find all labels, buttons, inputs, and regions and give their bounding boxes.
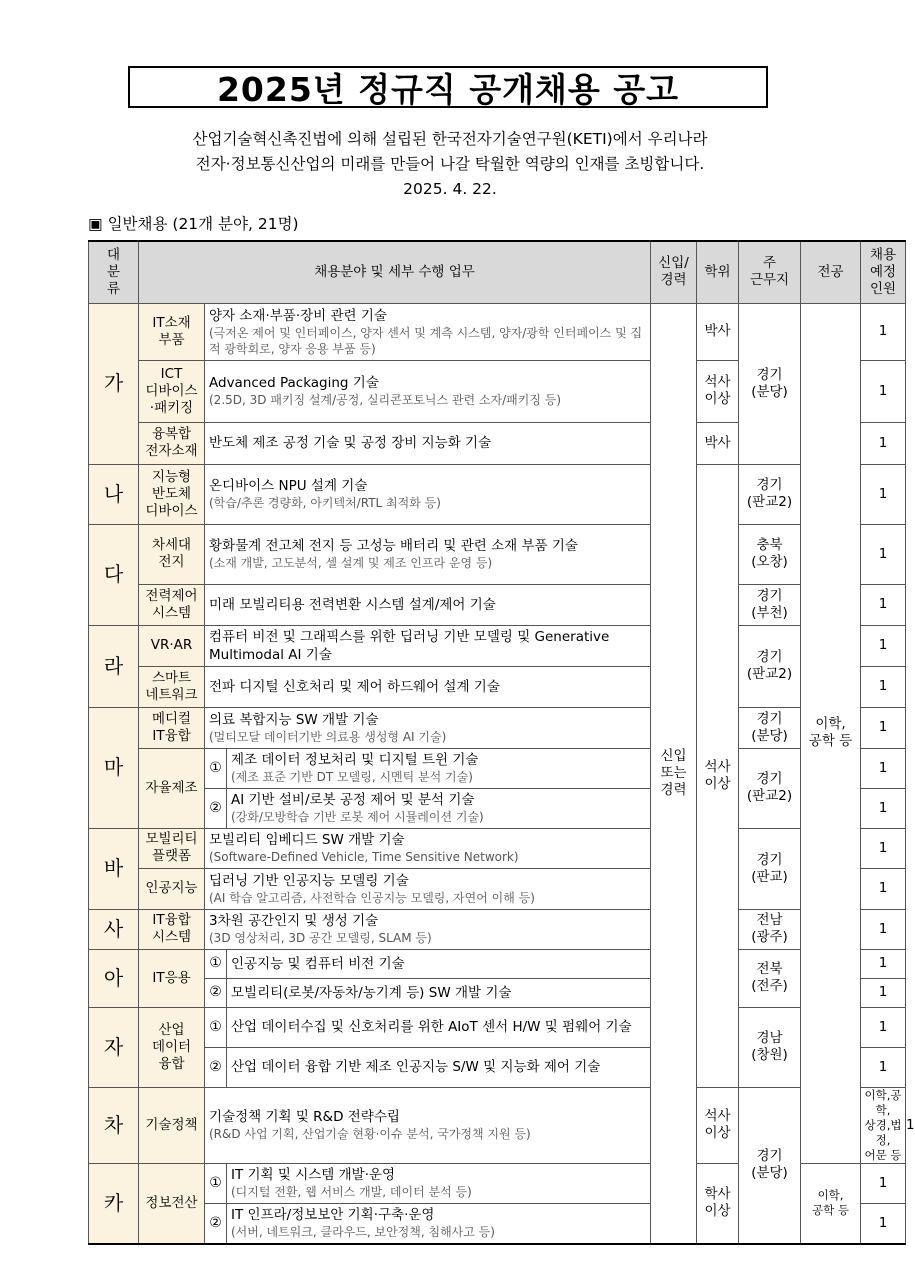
task-cell: 딥러닝 기반 인공지능 모델링 기술 (AI 학습 알고리즘, 사전학습 인공지능 모델링, 자연어 이해 등): [205, 868, 651, 909]
table-row: [89, 1007, 906, 1047]
headcount-cell: 1: [861, 584, 906, 625]
degree-cell: 석사 이상: [697, 1087, 739, 1163]
headcount-cell: 1: [861, 1163, 906, 1203]
task-cell: 미래 모빌리티용 전력변환 시스템 설계/제어 기술: [205, 584, 651, 625]
location-cell: 전남 (광주): [739, 909, 801, 949]
header-headcount: 채용 예정 인원: [861, 241, 906, 303]
location-cell: 충북 (오창): [739, 524, 801, 584]
table-row: [89, 748, 906, 788]
sub-number: ①: [205, 1163, 227, 1203]
headcount-cell: 1: [861, 978, 906, 1007]
task-cell: 기술정책 기획 및 R&D 전략수립 (R&D 사업 기획, 산업기술 현황·이슈 분석, 국가정책 지원 등): [205, 1087, 651, 1163]
category-cell: 자: [89, 1007, 139, 1087]
task-cell: 황화물계 전고체 전지 등 고성능 배터리 및 관련 소재 부품 기술 (소재 개발, 고도분석, 셀 설계 및 제조 인프라 운영 등): [205, 524, 651, 584]
table-row: [89, 625, 906, 666]
sub-number: ②: [205, 1047, 227, 1087]
location-cell: 경기 (판교2): [739, 748, 801, 828]
headcount-cell: 1: [861, 524, 906, 584]
degree-cell: 박사: [697, 422, 739, 464]
headcount-cell: 1: [861, 625, 906, 666]
category-cell: 가: [89, 303, 139, 464]
headcount-cell: 1: [861, 303, 906, 360]
field-cell: 정보전산: [139, 1163, 205, 1244]
field-cell: ICT 디바이스 ·패키징: [139, 360, 205, 422]
location-cell: 전북 (전주): [739, 949, 801, 1007]
location-cell: 경남 (창원): [739, 1007, 801, 1087]
task-cell: 컴퓨터 비전 및 그래픽스를 위한 딥러닝 기반 모델링 및 Generative Multimodal AI 기술: [205, 625, 651, 666]
task-cell: Advanced Packaging 기술 (2.5D, 3D 패키징 설계/공정, 실리콘포토닉스 관련 소자/패키징 등): [205, 360, 651, 422]
sub-number: ②: [205, 1203, 227, 1244]
headcount-cell: 1: [861, 464, 906, 524]
category-cell: 차: [89, 1087, 139, 1163]
announcement-date: 2025. 4. 22.: [403, 180, 497, 198]
task-cell: 모빌리티 임베디드 SW 개발 기술 (Software-Defined Vehicle, Time Sensitive Network): [205, 828, 651, 868]
task-cell: IT 인프라/정보보안 기획·구축·운영 (서버, 네트워크, 클라우드, 보안정책, 침해사고 등): [227, 1203, 651, 1244]
degree-cell: 석사 이상: [697, 464, 739, 1087]
task-cell: 온디바이스 NPU 설계 기술 (학습/추론 경량화, 아키텍처/RTL 최적화 등): [205, 464, 651, 524]
field-cell: 자율제조: [139, 748, 205, 828]
category-cell: 마: [89, 707, 139, 828]
field-cell: IT융합 시스템: [139, 909, 205, 949]
task-cell: AI 기반 설비/로봇 공정 제어 및 분석 기술 (강화/모방학습 기반 로봇 제어 시뮬레이션 기술): [227, 788, 651, 828]
field-cell: 인공지능: [139, 868, 205, 909]
field-cell: 차세대 전지: [139, 524, 205, 584]
sub-number: ①: [205, 949, 227, 978]
table-row: [89, 464, 906, 524]
header-career: 신입/ 경력: [651, 241, 697, 303]
page-title: 2025년 정규직 공개채용 공고: [216, 69, 680, 109]
table-row: [89, 909, 906, 949]
field-cell: VR·AR: [139, 625, 205, 666]
field-cell: 기술정책: [139, 1087, 205, 1163]
headcount-cell: 1: [861, 1007, 906, 1047]
table-row: [89, 707, 906, 748]
category-cell: 바: [89, 828, 139, 909]
task-cell: 반도체 제조 공정 기술 및 공정 장비 지능화 기술: [205, 422, 651, 464]
table-row: [89, 524, 906, 584]
headcount-cell: 1: [861, 666, 906, 707]
task-cell: 산업 데이터 융합 기반 제조 인공지능 S/W 및 지능화 제어 기술: [227, 1047, 651, 1087]
intro-line-2: 전자·정보통신산업의 미래를 만들어 나갈 탁월한 역량의 인재를 초빙합니다.: [195, 155, 705, 173]
headcount-cell: 1: [861, 909, 906, 949]
header-category: 대 분 류: [89, 241, 139, 303]
table-row: [89, 949, 906, 978]
task-cell: 산업 데이터수집 및 신호처리를 위한 AIoT 센서 H/W 및 펌웨어 기술: [227, 1007, 651, 1047]
task-cell: 제조 데이터 정보처리 및 디지털 트윈 기술 (제조 표준 기반 DT 모델링, 시멘틱 분석 기술): [227, 748, 651, 788]
category-cell: 라: [89, 625, 139, 707]
degree-cell: 박사: [697, 303, 739, 360]
category-cell: 나: [89, 464, 139, 524]
headcount-cell: 1: [861, 788, 906, 828]
degree-cell: 석사 이상: [697, 360, 739, 422]
task-cell: 의료 복합지능 SW 개발 기술 (멀티모달 데이터기반 의료용 생성형 AI 기술): [205, 707, 651, 748]
header-field-task: 채용분야 및 세부 수행 업무: [139, 241, 651, 303]
location-cell: 경기 (판교2): [739, 625, 801, 707]
table-row: [89, 584, 906, 625]
table-row: [89, 828, 906, 868]
career-cell: 신입 또는 경력: [651, 303, 697, 1244]
headcount-cell: 1: [861, 422, 906, 464]
task-cell: 전파 디지털 신호처리 및 제어 하드웨어 설계 기술: [205, 666, 651, 707]
field-cell: 융복합 전자소재: [139, 422, 205, 464]
section-heading: ▣ 일반채용 (21개 분야, 21명): [88, 215, 299, 233]
task-cell: 모빌리티(로봇/자동차/농기계 등) SW 개발 기술: [227, 978, 651, 1007]
table-header-row: [89, 241, 906, 303]
category-cell: 아: [89, 949, 139, 1007]
sub-number: ②: [205, 788, 227, 828]
category-cell: 사: [89, 909, 139, 949]
field-cell: 지능형 반도체 디바이스: [139, 464, 205, 524]
location-cell: 경기 (부천): [739, 584, 801, 625]
field-cell: 산업 데이터 융합: [139, 1007, 205, 1087]
category-cell: 다: [89, 524, 139, 625]
table-row: 차 기술정책 기술정책 기획 및 R&D 전략수립 (R&D 사업 기획, 산업기술 현황·이슈 분석, 국가정책 지원 등) 석사 이상 경기 (분당) 이학,공학, 상경,법정, 어문 등 1: [89, 1087, 906, 1163]
location-cell: 경기 (분당): [739, 1087, 801, 1244]
major-cell: 이학, 공학 등: [801, 303, 861, 1163]
header-location: 주 근무지: [739, 241, 801, 303]
task-cell: 양자 소재·부품·장비 관련 기술 (극저온 제어 및 인터페이스, 양자 센서 및 계측 시스템, 양자/광학 인터페이스 및 집적 광학회로, 양자 응용 부품 등): [205, 303, 651, 360]
sub-number: ①: [205, 748, 227, 788]
title-box: [128, 66, 768, 108]
major-cell: 이학, 공학 등: [801, 1163, 861, 1244]
field-cell: IT소재 부품: [139, 303, 205, 360]
field-cell: 모빌리티 플랫폼: [139, 828, 205, 868]
header-major: 전공: [801, 241, 861, 303]
headcount-cell: 1: [861, 1203, 906, 1244]
intro-line-1: 산업기술혁신촉진법에 의해 설립된 한국전자기술연구원(KETI)에서 우리나라: [192, 130, 708, 148]
task-cell: IT 기획 및 시스템 개발·운영 (디지털 전환, 웹 서비스 개발, 데이터 분석 등): [227, 1163, 651, 1203]
field-cell: 스마트 네트워크: [139, 666, 205, 707]
table-row: [89, 303, 906, 360]
field-cell: IT응용: [139, 949, 205, 1007]
field-cell: 메디컬 IT융합: [139, 707, 205, 748]
location-cell: 경기 (판교2): [739, 464, 801, 524]
field-cell: 전력제어 시스템: [139, 584, 205, 625]
headcount-cell: 1: [861, 707, 906, 748]
headcount-cell: 1: [861, 1047, 906, 1087]
category-cell: 카: [89, 1163, 139, 1244]
sub-number: ①: [205, 1007, 227, 1047]
location-cell: 경기 (분당): [739, 303, 801, 464]
degree-cell: 학사 이상: [697, 1163, 739, 1244]
headcount-cell: 1: [861, 868, 906, 909]
headcount-cell: 1: [861, 949, 906, 978]
headcount-cell: 1: [861, 828, 906, 868]
headcount-cell: 1: [861, 360, 906, 422]
task-cell: 3차원 공간인지 및 생성 기술 (3D 영상처리, 3D 공간 모델링, SLAM 등): [205, 909, 651, 949]
task-cell: 인공지능 및 컴퓨터 비전 기술: [227, 949, 651, 978]
sub-number: ②: [205, 978, 227, 1007]
location-cell: 경기 (분당): [739, 707, 801, 748]
recruitment-table: [88, 240, 915, 1245]
headcount-cell: 1: [861, 748, 906, 788]
location-cell: 경기 (판교): [739, 828, 801, 909]
header-degree: 학위: [697, 241, 739, 303]
major-cell: 이학,공학, 상경,법정, 어문 등: [861, 1087, 906, 1163]
